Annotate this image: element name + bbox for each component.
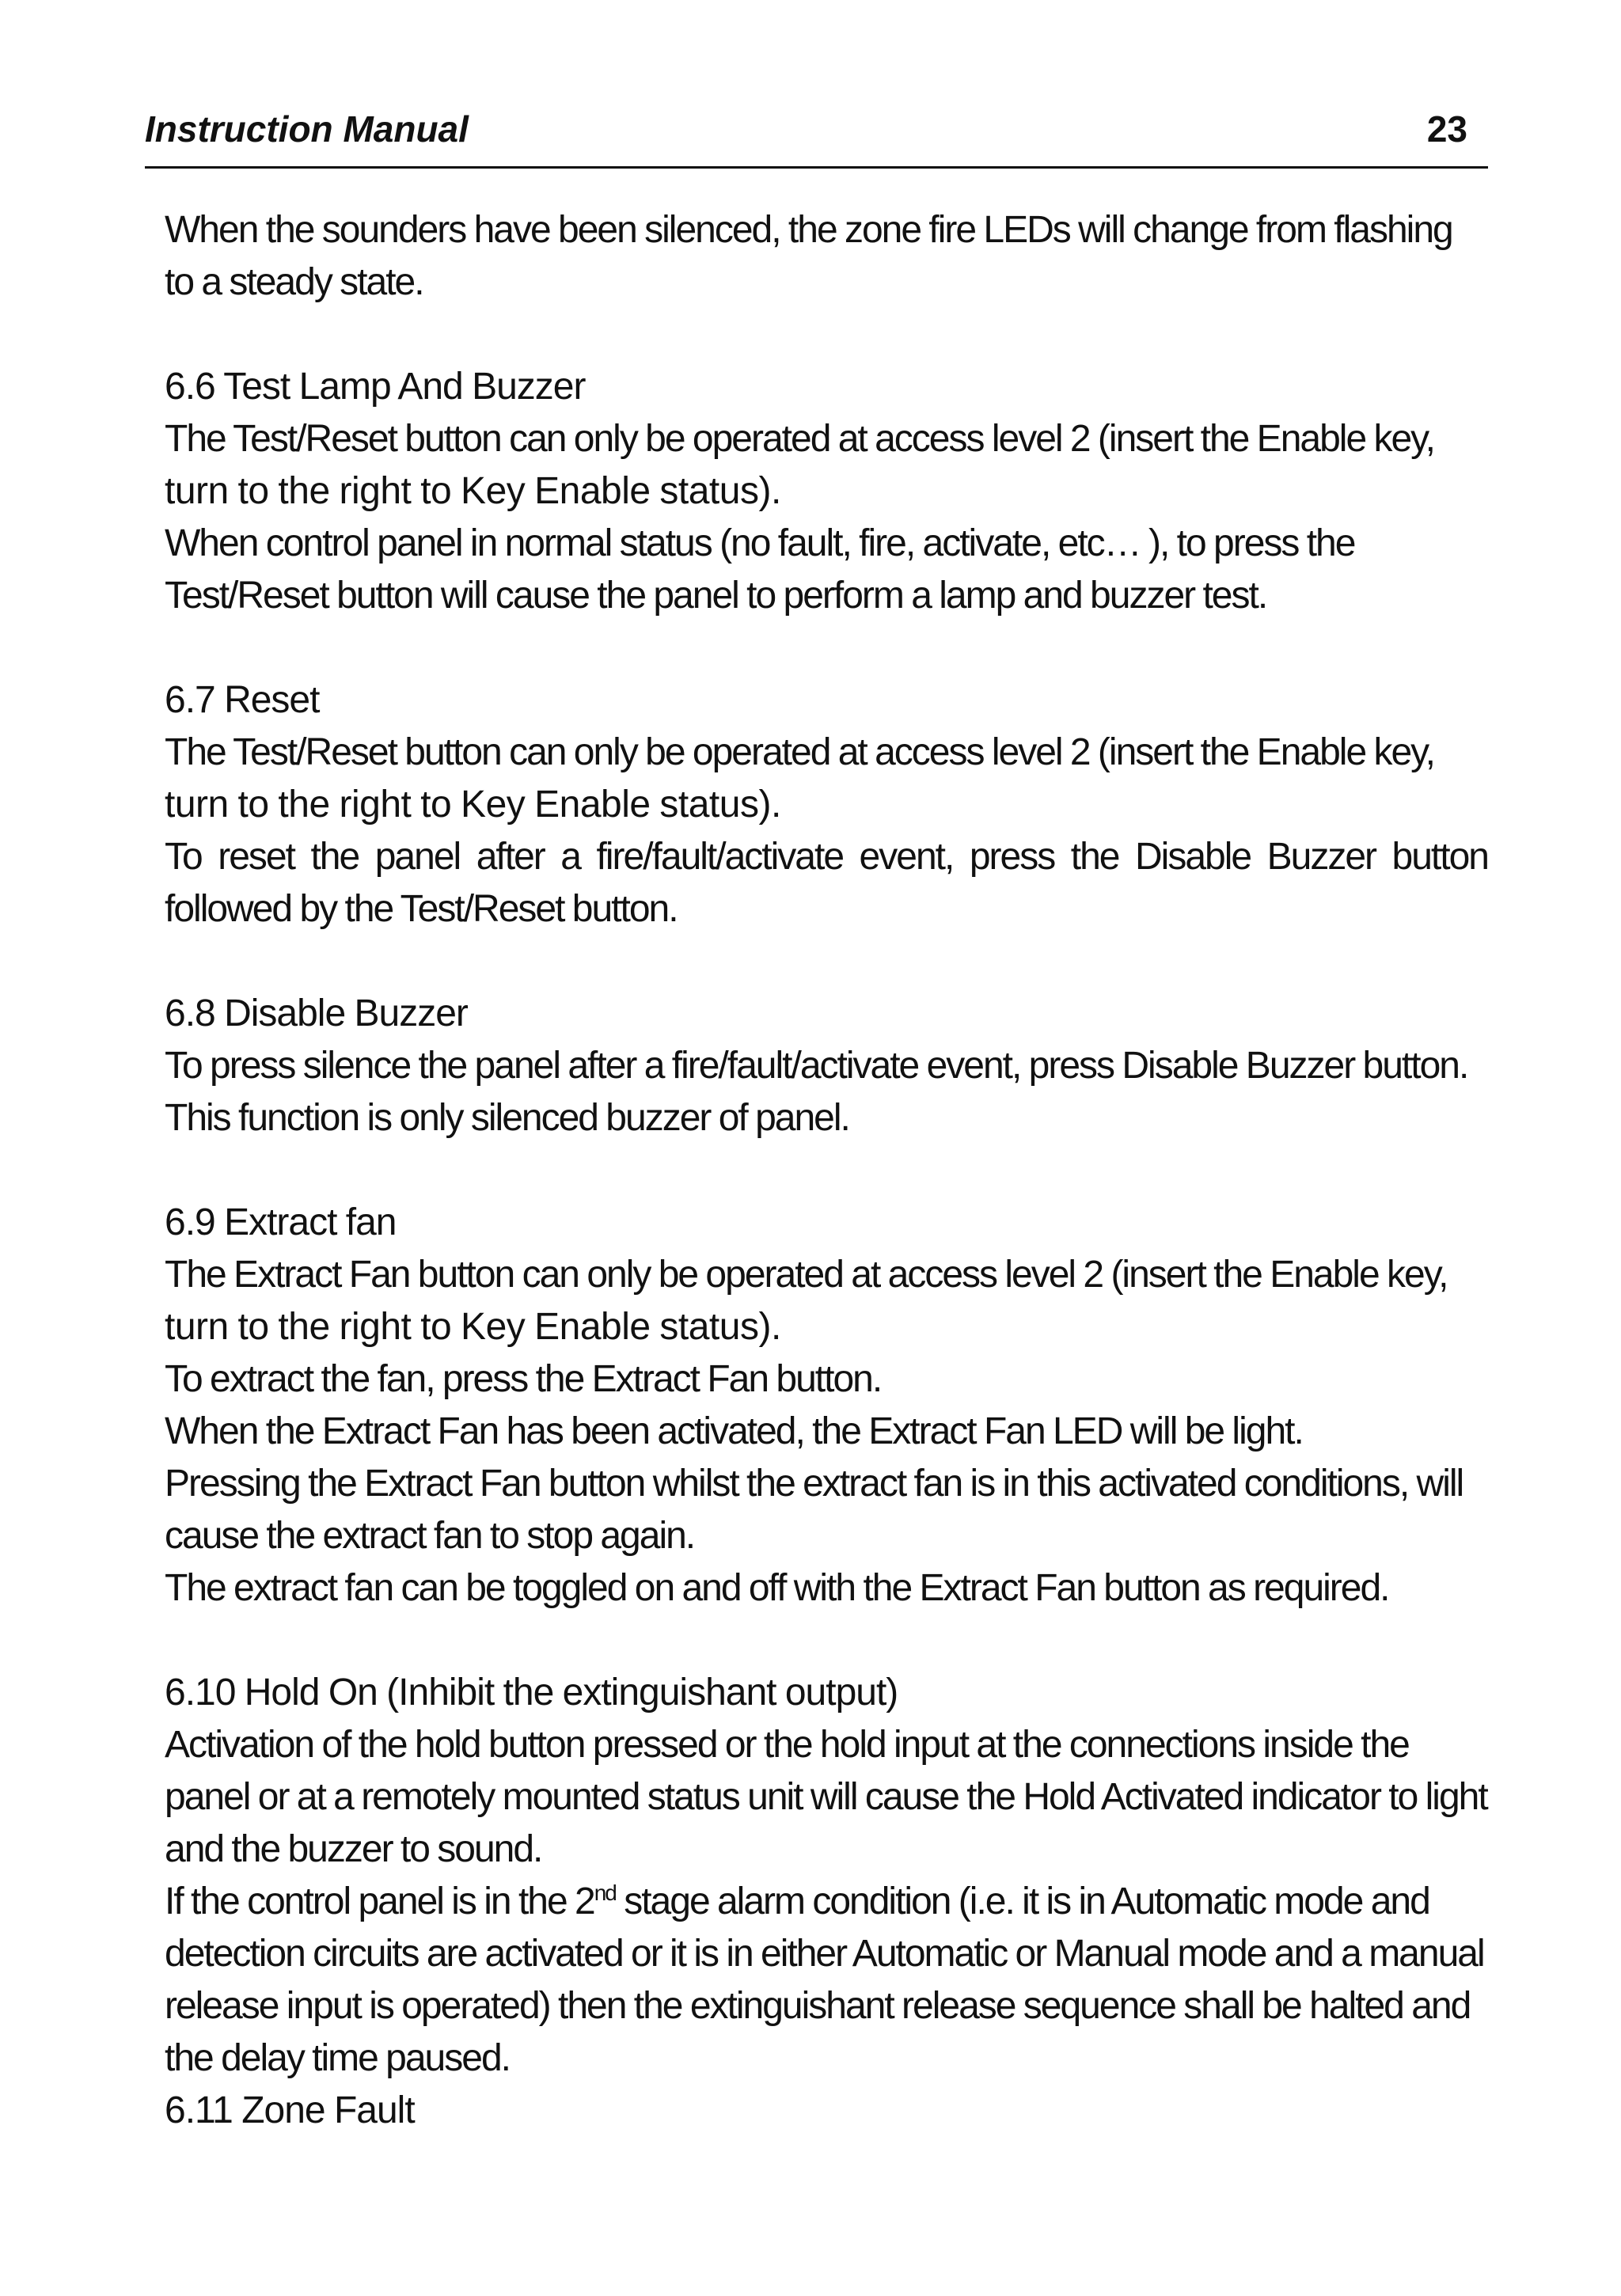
section-6-6 (165, 361, 1488, 622)
section-heading: 6.8 Disable Buzzer (165, 992, 468, 1034)
section-6-9 (165, 1197, 1488, 1615)
paragraph-with-superscript (165, 1876, 1488, 2085)
text-run: stage alarm condition (i.e. it is in Automatic mode and detection circuits are activated or it is in either Automatic or Manual mode and a manual release input is operated) then the extinguishant release sequence shall be halted and the delay time paused. (165, 1880, 1484, 2079)
paragraph: When control panel in normal status (no fault, fire, activate, etc… ), to press the Test/Reset button will cause the panel to perform a lamp and buzzer test. (165, 522, 1355, 617)
section-heading: 6.6 Test Lamp And Buzzer (165, 366, 586, 408)
page-content (165, 204, 1488, 2137)
paragraph: turn to the right to Key Enable status). (165, 470, 781, 512)
section-6-10 (165, 1667, 1488, 2085)
paragraph: To reset the panel after a fire/fault/activate event, press the Disable Buzzer button followed by the Test/Reset button. (165, 836, 1488, 930)
paragraph: This function is only silenced buzzer of panel. (165, 1097, 849, 1139)
section-heading: 6.7 Reset (165, 679, 320, 721)
paragraph: The extract fan can be toggled on and off with the Extract Fan button as required. (165, 1567, 1389, 1609)
page-header (145, 103, 1488, 169)
paragraph: turn to the right to Key Enable status). (165, 784, 781, 825)
paragraph: Pressing the Extract Fan button whilst the extract fan is in this activated conditions, will cause the extract fan to stop again. (165, 1463, 1463, 1557)
paragraph: When the Extract Fan has been activated, the Extract Fan LED will be light. (165, 1410, 1303, 1452)
header-title: Instruction Manual (145, 108, 469, 150)
section-6-8 (165, 988, 1488, 1144)
paragraph: To press silence the panel after a fire/fault/activate event, press Disable Buzzer button. (165, 1045, 1468, 1087)
paragraph: To extract the fan, press the Extract Fan button. (165, 1358, 882, 1400)
paragraph: Activation of the hold button pressed or the hold input at the connections inside the panel or at a remotely mounted status unit will cause the Hold Activated indicator to light and the buzzer to sound. (165, 1724, 1487, 1870)
intro-paragraph: When the sounders have been silenced, the zone fire LEDs will change from flashing to a steady state. (165, 209, 1452, 303)
section-6-11 (165, 2085, 1488, 2137)
section-6-7 (165, 674, 1488, 935)
paragraph: The Extract Fan button can only be operated at access level 2 (insert the Enable key, (165, 1254, 1448, 1296)
section-heading: 6.11 Zone Fault (165, 2089, 415, 2131)
paragraph: turn to the right to Key Enable status). (165, 1306, 781, 1348)
paragraph: The Test/Reset button can only be operated at access level 2 (insert the Enable key, (165, 731, 1434, 773)
text-run: If the control panel is in the 2 (165, 1880, 594, 1922)
paragraph: The Test/Reset button can only be operated at access level 2 (insert the Enable key, (165, 418, 1434, 460)
section-heading: 6.10 Hold On (Inhibit the extinguishant output) (165, 1672, 898, 1713)
superscript: nd (594, 1880, 616, 1905)
page-number: 23 (1426, 108, 1467, 150)
section-heading: 6.9 Extract fan (165, 1201, 397, 1243)
